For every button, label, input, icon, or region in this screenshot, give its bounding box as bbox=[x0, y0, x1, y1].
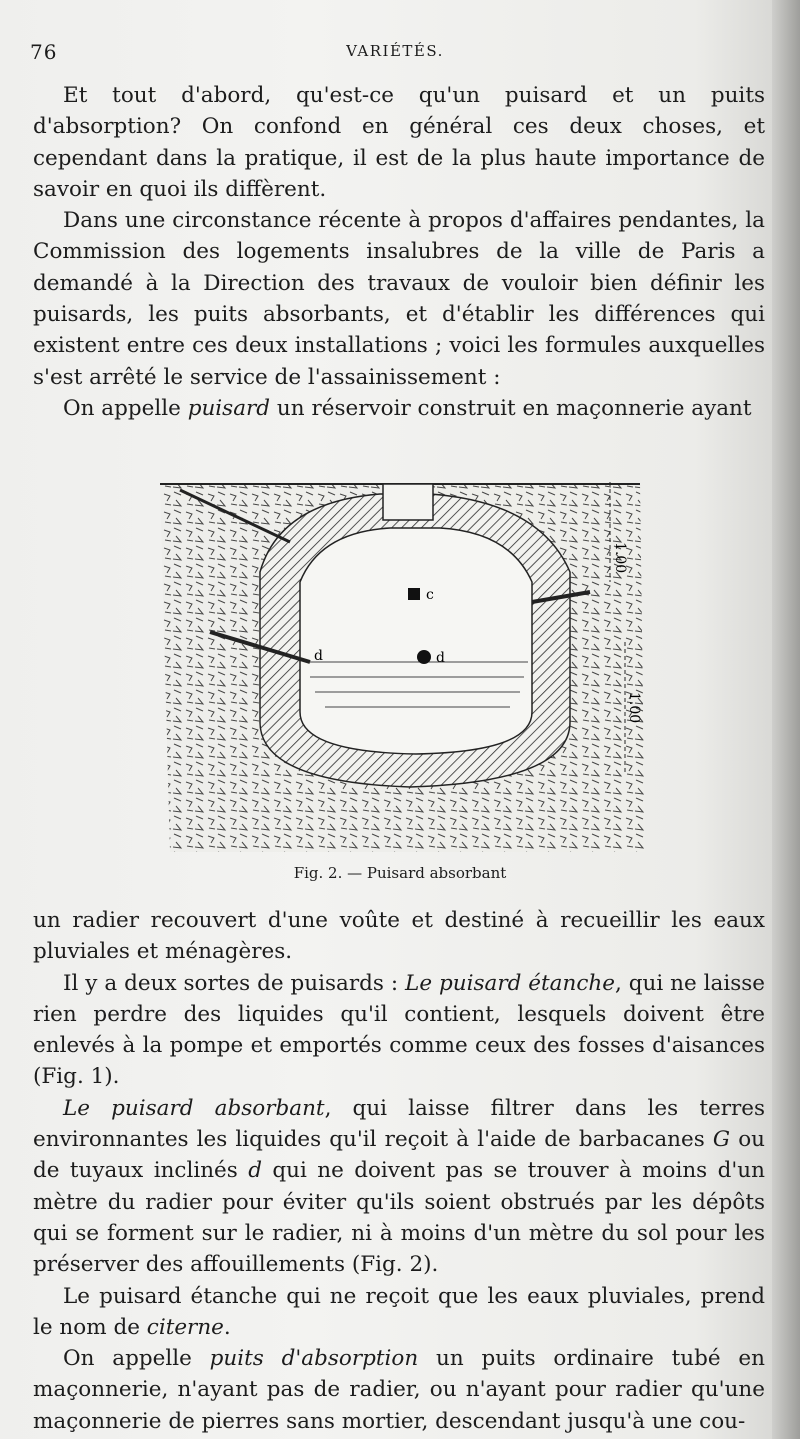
text-run: . bbox=[223, 1314, 231, 1340]
running-title: VARIÉTÉS. bbox=[346, 42, 444, 60]
text-block-bottom bbox=[33, 905, 765, 1437]
paragraph bbox=[33, 1093, 765, 1281]
text-run: ou de tuyaux inclinés bbox=[33, 1127, 765, 1184]
text-run: un puits ordinaire tubé en maçonnerie, n'ayant pas de radier, ou n'ayant pour radier qu'une maçonnerie de pierres sans mortier, descendant jusqu'à une cou- bbox=[33, 1346, 765, 1434]
chamber bbox=[300, 528, 532, 754]
paragraph bbox=[33, 1281, 765, 1344]
marker-c bbox=[408, 588, 420, 600]
italic-term: d bbox=[248, 1158, 262, 1184]
text-run: , qui laisse filtrer dans les terres environnantes les liquides qu'il reçoit à l'aide de barbacanes bbox=[33, 1095, 766, 1153]
italic-term: G bbox=[712, 1127, 731, 1153]
text-run: qui ne doivent pas se trouver à moins d'un mètre du radier pour éviter qu'ils soient obstrués par les dépôts qui se forment sur le radier, ni à moins d'un mètre du sol pour les préserver des affouillements (Fig. 2). bbox=[33, 1158, 765, 1278]
dimension-label-top: 1.00 bbox=[612, 542, 628, 574]
text-run: Le puisard étanche qui ne reçoit que les eaux pluviales, prend le nom de bbox=[33, 1283, 765, 1340]
label-c: c bbox=[426, 587, 434, 603]
figure-caption: Fig. 2. — Puisard absorbant bbox=[293, 864, 507, 882]
text-run: un réservoir construit en maçonnerie ayant bbox=[270, 395, 752, 421]
marker-d bbox=[417, 650, 431, 664]
italic-term: puits d'absorption bbox=[209, 1346, 419, 1372]
paragraph bbox=[33, 1343, 765, 1437]
text-run: , qui ne laisse rien perdre des liquides qu'il contient, lesquels doivent être enlevés à la pompe et emportés comme ceux des fosses d'aisances (Fig. 1). bbox=[33, 970, 765, 1090]
paragraph: Et tout d'abord, qu'est-ce qu'un puisard et un puits d'absorption? On confond en général ces deux choses, et cependant dans la pratique, il est de la plus haute importance de savoir en quoi ils diffèrent. bbox=[33, 83, 765, 202]
paragraph: Dans une circonstance récente à propos d'affaires pendantes, la Commission des logements insalubres de la ville de Paris a demandé à la Direction des travaux de vouloir bien définir les puisards, les puits absorbants, et d'établir les différences qui existent entre ces deux installations ; voici les formules auxquelles s'est arrêté le service de l'assainissement : bbox=[33, 208, 765, 390]
italic-term: puisard bbox=[187, 395, 271, 421]
paragraph bbox=[33, 393, 765, 424]
italic-term: Le puisard absorbant bbox=[63, 1095, 325, 1121]
binding-gutter bbox=[772, 0, 800, 1439]
label-d: d bbox=[436, 650, 445, 666]
page-number: 76 bbox=[30, 40, 58, 64]
paragraph: un radier recouvert d'une voûte et destiné à recueillir les eaux pluviales et ménagères. bbox=[33, 908, 765, 965]
label-d-pipe: d bbox=[314, 648, 323, 664]
puisard-figure bbox=[140, 472, 660, 862]
italic-term: Le puisard étanche bbox=[405, 970, 615, 996]
text-block-top bbox=[33, 80, 765, 424]
text-run: On appelle bbox=[63, 395, 188, 421]
access-shaft bbox=[383, 484, 433, 520]
italic-term: citerne bbox=[146, 1314, 224, 1340]
running-head bbox=[30, 40, 760, 70]
text-run: Il y a deux sortes de puisards : bbox=[63, 970, 406, 996]
dimension-label-right: 1.00 bbox=[626, 692, 642, 724]
text-run: On appelle bbox=[63, 1346, 210, 1372]
paragraph bbox=[33, 968, 765, 1093]
